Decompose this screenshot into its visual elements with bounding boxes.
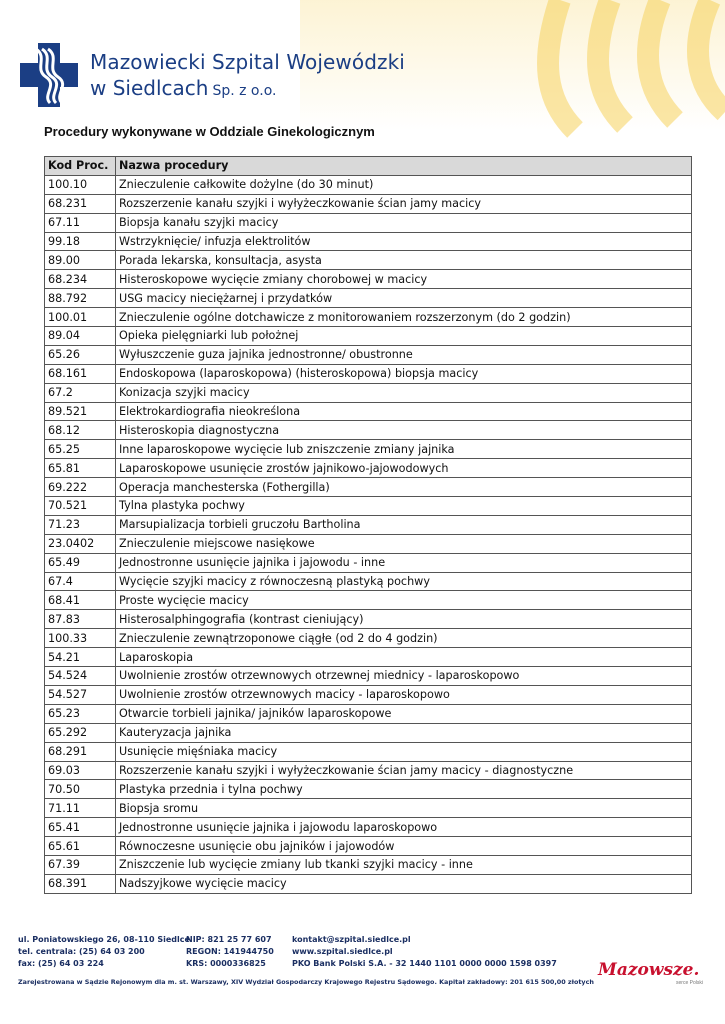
footer-fax: fax: (25) 64 03 224	[18, 959, 104, 968]
footer-krs: KRS: 0000336825	[186, 959, 266, 968]
procedure-name: Konizacja szyjki macicy	[116, 383, 692, 402]
procedure-code: 54.524	[45, 667, 116, 686]
table-row	[45, 194, 692, 213]
mazowsze-logo: Mazowsze.	[598, 960, 700, 980]
procedure-code: 89.00	[45, 251, 116, 270]
procedure-code: 68.12	[45, 421, 116, 440]
procedure-code: 68.234	[45, 270, 116, 289]
procedure-code: 71.23	[45, 515, 116, 534]
table-row	[45, 459, 692, 478]
column-header-name: Nazwa procedury	[116, 157, 692, 176]
procedure-name: Wycięcie szyjki macicy z równoczesną plastyką pochwy	[116, 572, 692, 591]
procedure-name: Usunięcie mięśniaka macicy	[116, 742, 692, 761]
hospital-cross-logo-icon	[20, 43, 78, 107]
table-row	[45, 534, 692, 553]
table-row	[45, 704, 692, 723]
procedure-name: Uwolnienie zrostów otrzewnowych otrzewnej miednicy - laparoskopowo	[116, 667, 692, 686]
procedure-name: Marsupializacja torbieli gruczołu Bartholina	[116, 515, 692, 534]
table-row	[45, 345, 692, 364]
procedure-code: 65.23	[45, 704, 116, 723]
table-row	[45, 874, 692, 893]
table-row	[45, 685, 692, 704]
procedure-name: Rozszerzenie kanału szyjki i wyłyżeczkowanie ścian jamy macicy - diagnostyczne	[116, 761, 692, 780]
procedure-code: 68.391	[45, 874, 116, 893]
procedure-code: 69.222	[45, 478, 116, 497]
procedure-code: 54.21	[45, 648, 116, 667]
table-row	[45, 402, 692, 421]
footer-street: ul. Poniatowskiego 26, 08-110 Siedlce	[18, 935, 190, 944]
procedure-code: 67.39	[45, 855, 116, 874]
procedures-table	[44, 156, 692, 894]
procedure-name: Operacja manchesterska (Fothergilla)	[116, 478, 692, 497]
procedure-code: 100.10	[45, 175, 116, 194]
table-row	[45, 761, 692, 780]
procedure-code: 65.292	[45, 723, 116, 742]
letterhead	[20, 40, 440, 110]
table-row	[45, 855, 692, 874]
table-row	[45, 610, 692, 629]
procedure-name: Endoskopowa (laparoskopowa) (histeroskopowa) biopsja macicy	[116, 364, 692, 383]
organization-location	[90, 76, 276, 100]
table-row	[45, 308, 692, 327]
mazowsze-logo-tagline: serce Polski	[676, 980, 703, 986]
procedure-code: 100.33	[45, 629, 116, 648]
footer-nip: NIP: 821 25 77 607	[186, 935, 272, 944]
procedure-name: Porada lekarska, konsultacja, asysta	[116, 251, 692, 270]
table-row	[45, 213, 692, 232]
footer-email: kontakt@szpital.siedlce.pl	[292, 935, 411, 944]
table-row	[45, 364, 692, 383]
procedure-name: Inne laparoskopowe wycięcie lub zniszczenie zmiany jajnika	[116, 440, 692, 459]
procedure-code: 67.4	[45, 572, 116, 591]
table-header-row	[45, 157, 692, 176]
footer-address	[18, 934, 190, 970]
procedure-name: Znieczulenie miejscowe nasiękowe	[116, 534, 692, 553]
footer	[0, 926, 725, 1024]
table-row	[45, 742, 692, 761]
table-row	[45, 327, 692, 346]
table-row	[45, 837, 692, 856]
procedure-name: Laparoskopowe usunięcie zrostów jajnikowo-jajowodowych	[116, 459, 692, 478]
organization-name: Mazowiecki Szpital Wojewódzki	[90, 50, 405, 74]
procedure-name: Laparoskopia	[116, 648, 692, 667]
procedure-name: Tylna plastyka pochwy	[116, 497, 692, 516]
organization-city: w Siedlcach	[90, 76, 209, 100]
procedure-code: 68.41	[45, 591, 116, 610]
table-row	[45, 515, 692, 534]
procedure-name: Biopsja sromu	[116, 799, 692, 818]
document-title: Procedury wykonywane w Oddziale Ginekologicznym	[44, 124, 375, 139]
procedure-code: 65.25	[45, 440, 116, 459]
procedure-code: 65.49	[45, 553, 116, 572]
procedure-name: Plastyka przednia i tylna pochwy	[116, 780, 692, 799]
procedure-code: 88.792	[45, 289, 116, 308]
procedure-code: 100.01	[45, 308, 116, 327]
procedure-code: 87.83	[45, 610, 116, 629]
procedure-code: 23.0402	[45, 534, 116, 553]
table-row	[45, 440, 692, 459]
procedure-code: 54.527	[45, 685, 116, 704]
footer-regon: REGON: 141944750	[186, 947, 274, 956]
procedure-name: Wstrzyknięcie/ infuzja elektrolitów	[116, 232, 692, 251]
footer-registry-note: Zarejestrowana w Sądzie Rejonowym dla m. st. Warszawy, XIV Wydział Gospodarczy Krajowego Rejestru Sądowego. Kapitał zakładowy: 201 615 500,00 złotych	[18, 978, 594, 986]
procedure-name: Elektrokardiografia nieokreślona	[116, 402, 692, 421]
column-header-code: Kod Proc.	[45, 157, 116, 176]
table-row	[45, 780, 692, 799]
table-row	[45, 723, 692, 742]
procedure-code: 65.41	[45, 818, 116, 837]
table-row	[45, 799, 692, 818]
procedure-name: Otwarcie torbieli jajnika/ jajników laparoskopowe	[116, 704, 692, 723]
procedure-code: 67.2	[45, 383, 116, 402]
procedures-table-body	[45, 175, 692, 893]
table-row	[45, 175, 692, 194]
procedure-name: Biopsja kanału szyjki macicy	[116, 213, 692, 232]
procedure-code: 65.81	[45, 459, 116, 478]
table-row	[45, 572, 692, 591]
table-row	[45, 270, 692, 289]
procedure-code: 70.50	[45, 780, 116, 799]
table-row	[45, 497, 692, 516]
table-row	[45, 251, 692, 270]
procedure-name: Histeroskopia diagnostyczna	[116, 421, 692, 440]
procedure-name: Jednostronne usunięcie jajnika i jajowodu - inne	[116, 553, 692, 572]
procedure-name: Znieczulenie ogólne dotchawicze z monitorowaniem rozszerzonym (do 2 godzin)	[116, 308, 692, 327]
procedure-name: Nadszyjkowe wycięcie macicy	[116, 874, 692, 893]
procedure-name: Znieczulenie zewnątrzoponowe ciągłe (od 2 do 4 godzin)	[116, 629, 692, 648]
procedure-name: Uwolnienie zrostów otrzewnowych macicy - laparoskopowo	[116, 685, 692, 704]
procedure-code: 70.521	[45, 497, 116, 516]
procedure-code: 89.521	[45, 402, 116, 421]
procedure-code: 65.61	[45, 837, 116, 856]
procedure-name: Histerosalphingografia (kontrast cieniujący)	[116, 610, 692, 629]
footer-bank-account: PKO Bank Polski S.A. - 32 1440 1101 0000 0000 1598 0397	[292, 959, 557, 968]
table-row	[45, 383, 692, 402]
procedure-name: Równoczesne usunięcie obu jajników i jajowodów	[116, 837, 692, 856]
procedure-code: 65.26	[45, 345, 116, 364]
procedure-name: Rozszerzenie kanału szyjki i wyłyżeczkowanie ścian jamy macicy	[116, 194, 692, 213]
table-row	[45, 629, 692, 648]
procedure-name: Proste wycięcie macicy	[116, 591, 692, 610]
table-row	[45, 667, 692, 686]
organization-legal-form: Sp. z o.o.	[212, 83, 277, 99]
procedure-name: Wyłuszczenie guza jajnika jednostronne/ obustronne	[116, 345, 692, 364]
footer-identifiers	[186, 934, 274, 970]
procedure-name: USG macicy nieciężarnej i przydatków	[116, 289, 692, 308]
table-row	[45, 232, 692, 251]
procedure-name: Kauteryzacja jajnika	[116, 723, 692, 742]
footer-phone: tel. centrala: (25) 64 03 200	[18, 947, 145, 956]
procedure-name: Jednostronne usunięcie jajnika i jajowodu laparoskopowo	[116, 818, 692, 837]
procedure-code: 67.11	[45, 213, 116, 232]
procedure-name: Opieka pielęgniarki lub położnej	[116, 327, 692, 346]
footer-contact	[292, 934, 557, 970]
table-row	[45, 478, 692, 497]
procedure-code: 68.161	[45, 364, 116, 383]
procedure-code: 68.291	[45, 742, 116, 761]
procedure-code: 71.11	[45, 799, 116, 818]
table-row	[45, 648, 692, 667]
table-row	[45, 553, 692, 572]
procedure-code: 89.04	[45, 327, 116, 346]
procedure-code: 68.231	[45, 194, 116, 213]
procedure-code: 99.18	[45, 232, 116, 251]
procedure-name: Znieczulenie całkowite dożylne (do 30 minut)	[116, 175, 692, 194]
table-row	[45, 289, 692, 308]
procedure-name: Zniszczenie lub wycięcie zmiany lub tkanki szyjki macicy - inne	[116, 855, 692, 874]
table-row	[45, 591, 692, 610]
table-row	[45, 421, 692, 440]
procedure-name: Histeroskopowe wycięcie zmiany chorobowej w macicy	[116, 270, 692, 289]
footer-website: www.szpital.siedlce.pl	[292, 947, 393, 956]
procedure-code: 69.03	[45, 761, 116, 780]
table-row	[45, 818, 692, 837]
